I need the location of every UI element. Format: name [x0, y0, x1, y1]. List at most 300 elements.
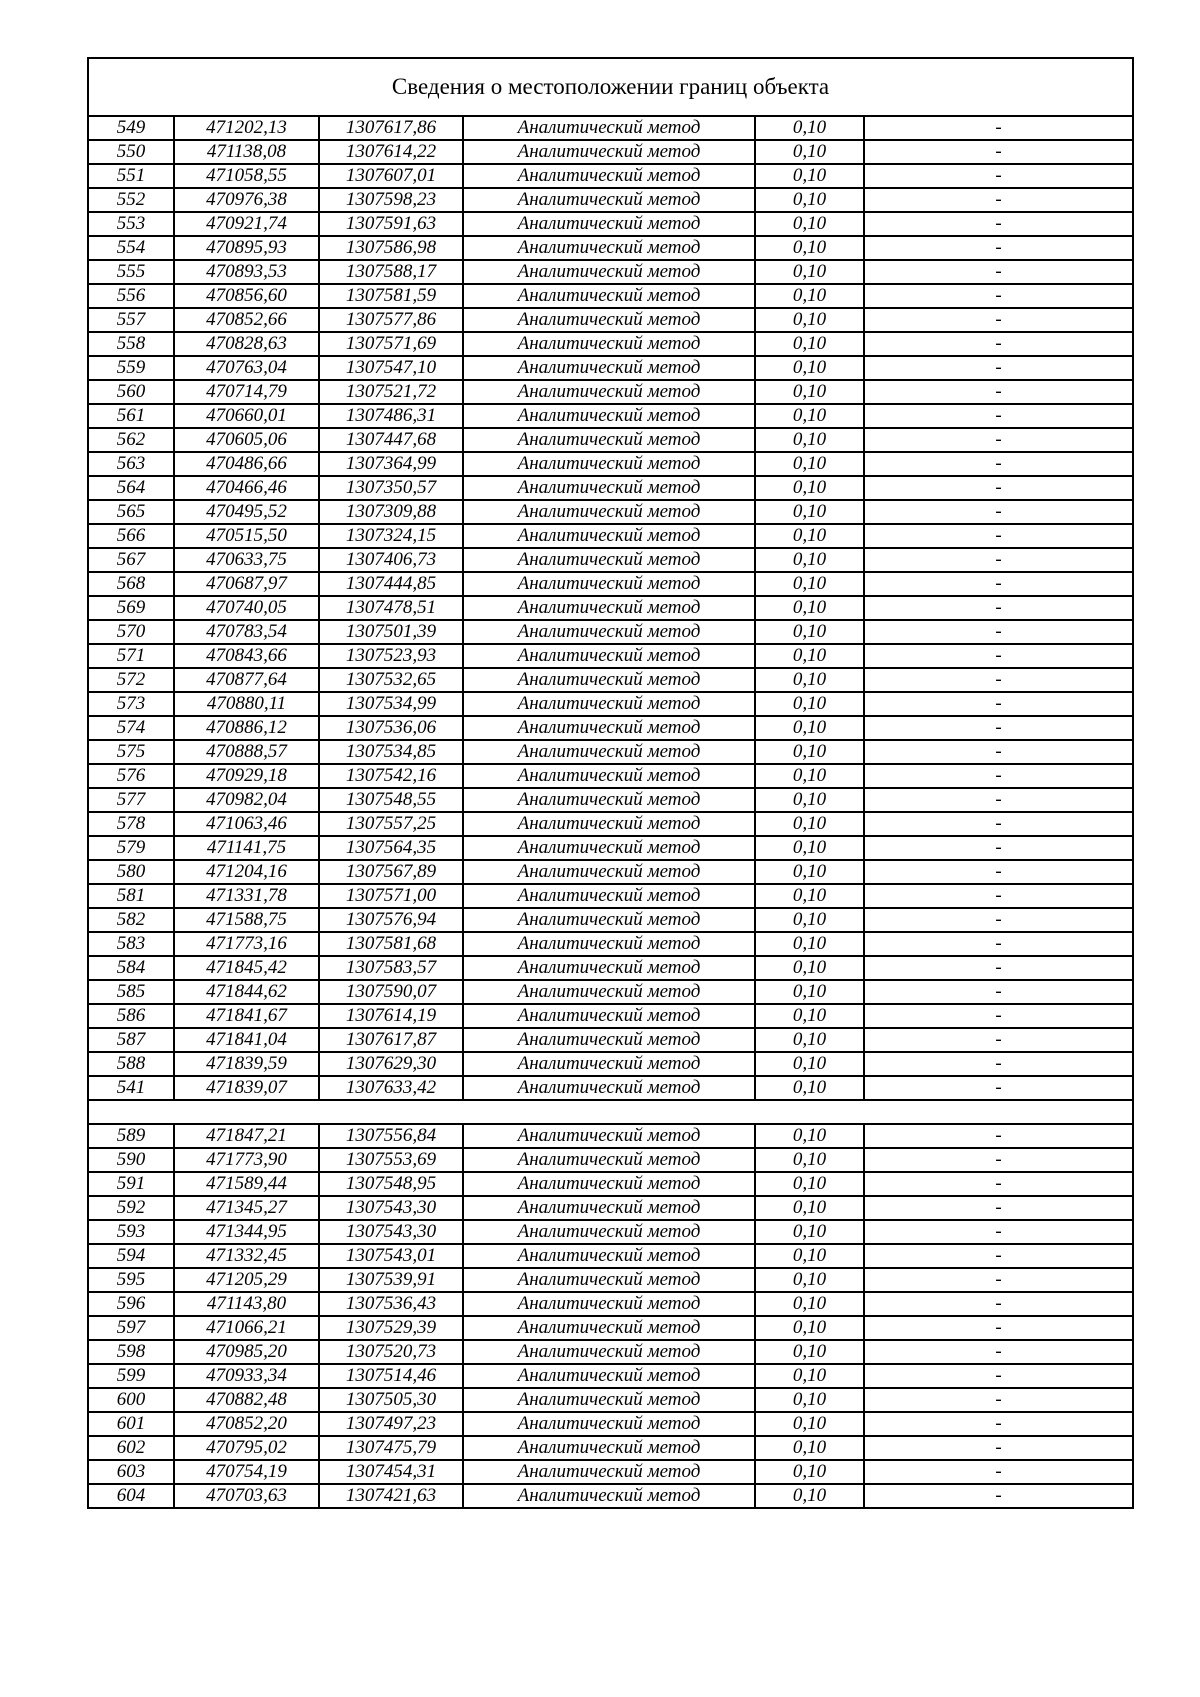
- method-cell: Аналитический метод: [463, 1172, 755, 1196]
- accuracy-cell: 0,10: [755, 188, 864, 212]
- x-coordinate-cell: 471839,59: [174, 1052, 319, 1076]
- y-coordinate-cell: 1307548,55: [319, 788, 463, 812]
- x-coordinate-cell: 470763,04: [174, 356, 319, 380]
- accuracy-cell: 0,10: [755, 1220, 864, 1244]
- x-coordinate-cell: 470687,97: [174, 572, 319, 596]
- table-row: [88, 452, 1133, 476]
- accuracy-cell: 0,10: [755, 1076, 864, 1100]
- x-coordinate-cell: 471773,16: [174, 932, 319, 956]
- y-coordinate-cell: 1307536,43: [319, 1292, 463, 1316]
- y-coordinate-cell: 1307581,59: [319, 284, 463, 308]
- point-number-cell: 565: [88, 500, 174, 524]
- x-coordinate-cell: 470795,02: [174, 1436, 319, 1460]
- x-coordinate-cell: 471845,42: [174, 956, 319, 980]
- y-coordinate-cell: 1307633,42: [319, 1076, 463, 1100]
- x-coordinate-cell: 470982,04: [174, 788, 319, 812]
- y-coordinate-cell: 1307588,17: [319, 260, 463, 284]
- description-cell: -: [864, 1076, 1133, 1100]
- description-cell: -: [864, 1028, 1133, 1052]
- method-cell: Аналитический метод: [463, 908, 755, 932]
- description-cell: -: [864, 956, 1133, 980]
- description-cell: -: [864, 1316, 1133, 1340]
- point-number-cell: 590: [88, 1148, 174, 1172]
- point-number-cell: 573: [88, 692, 174, 716]
- table-row: [88, 404, 1133, 428]
- y-coordinate-cell: 1307447,68: [319, 428, 463, 452]
- x-coordinate-cell: 471066,21: [174, 1316, 319, 1340]
- description-cell: -: [864, 1196, 1133, 1220]
- accuracy-cell: 0,10: [755, 1196, 864, 1220]
- method-cell: Аналитический метод: [463, 836, 755, 860]
- y-coordinate-cell: 1307543,01: [319, 1244, 463, 1268]
- x-coordinate-cell: 470933,34: [174, 1364, 319, 1388]
- x-coordinate-cell: 470888,57: [174, 740, 319, 764]
- table-row: [88, 428, 1133, 452]
- y-coordinate-cell: 1307564,35: [319, 836, 463, 860]
- accuracy-cell: 0,10: [755, 692, 864, 716]
- description-cell: -: [864, 1004, 1133, 1028]
- x-coordinate-cell: 470985,20: [174, 1340, 319, 1364]
- point-number-cell: 582: [88, 908, 174, 932]
- point-number-cell: 589: [88, 1124, 174, 1148]
- method-cell: Аналитический метод: [463, 956, 755, 980]
- table-row: [88, 476, 1133, 500]
- accuracy-cell: 0,10: [755, 260, 864, 284]
- accuracy-cell: 0,10: [755, 812, 864, 836]
- accuracy-cell: 0,10: [755, 1436, 864, 1460]
- method-cell: Аналитический метод: [463, 1316, 755, 1340]
- description-cell: -: [864, 1364, 1133, 1388]
- description-cell: -: [864, 1436, 1133, 1460]
- y-coordinate-cell: 1307324,15: [319, 524, 463, 548]
- description-cell: -: [864, 332, 1133, 356]
- method-cell: Аналитический метод: [463, 284, 755, 308]
- description-cell: -: [864, 548, 1133, 572]
- accuracy-cell: 0,10: [755, 404, 864, 428]
- accuracy-cell: 0,10: [755, 1268, 864, 1292]
- point-number-cell: 558: [88, 332, 174, 356]
- point-number-cell: 584: [88, 956, 174, 980]
- description-cell: -: [864, 164, 1133, 188]
- table-row: [88, 1460, 1133, 1484]
- accuracy-cell: 0,10: [755, 1340, 864, 1364]
- x-coordinate-cell: 471204,16: [174, 860, 319, 884]
- point-number-cell: 566: [88, 524, 174, 548]
- x-coordinate-cell: 471844,62: [174, 980, 319, 1004]
- y-coordinate-cell: 1307571,69: [319, 332, 463, 356]
- description-cell: -: [864, 1052, 1133, 1076]
- table-row: [88, 284, 1133, 308]
- method-cell: Аналитический метод: [463, 380, 755, 404]
- table-row: [88, 1244, 1133, 1268]
- accuracy-cell: 0,10: [755, 1148, 864, 1172]
- point-number-cell: 553: [88, 212, 174, 236]
- method-cell: Аналитический метод: [463, 668, 755, 692]
- description-cell: -: [864, 980, 1133, 1004]
- accuracy-cell: 0,10: [755, 932, 864, 956]
- table-row: [88, 716, 1133, 740]
- x-coordinate-cell: 470976,38: [174, 188, 319, 212]
- table-row: [88, 1196, 1133, 1220]
- method-cell: Аналитический метод: [463, 428, 755, 452]
- y-coordinate-cell: 1307501,39: [319, 620, 463, 644]
- accuracy-cell: 0,10: [755, 1484, 864, 1508]
- accuracy-cell: 0,10: [755, 908, 864, 932]
- table-row: [88, 740, 1133, 764]
- section-separator-row: [88, 1100, 1133, 1124]
- accuracy-cell: 0,10: [755, 308, 864, 332]
- accuracy-cell: 0,10: [755, 860, 864, 884]
- y-coordinate-cell: 1307567,89: [319, 860, 463, 884]
- x-coordinate-cell: 471138,08: [174, 140, 319, 164]
- description-cell: -: [864, 1244, 1133, 1268]
- y-coordinate-cell: 1307581,68: [319, 932, 463, 956]
- x-coordinate-cell: 471773,90: [174, 1148, 319, 1172]
- accuracy-cell: 0,10: [755, 1388, 864, 1412]
- accuracy-cell: 0,10: [755, 572, 864, 596]
- accuracy-cell: 0,10: [755, 1172, 864, 1196]
- point-number-cell: 604: [88, 1484, 174, 1508]
- method-cell: Аналитический метод: [463, 692, 755, 716]
- table-row: [88, 188, 1133, 212]
- x-coordinate-cell: 470495,52: [174, 500, 319, 524]
- point-number-cell: 555: [88, 260, 174, 284]
- y-coordinate-cell: 1307444,85: [319, 572, 463, 596]
- y-coordinate-cell: 1307532,65: [319, 668, 463, 692]
- table-row: [88, 1052, 1133, 1076]
- method-cell: Аналитический метод: [463, 260, 755, 284]
- point-number-cell: 593: [88, 1220, 174, 1244]
- y-coordinate-cell: 1307543,30: [319, 1220, 463, 1244]
- y-coordinate-cell: 1307534,99: [319, 692, 463, 716]
- y-coordinate-cell: 1307556,84: [319, 1124, 463, 1148]
- description-cell: -: [864, 308, 1133, 332]
- accuracy-cell: 0,10: [755, 1292, 864, 1316]
- accuracy-cell: 0,10: [755, 980, 864, 1004]
- accuracy-cell: 0,10: [755, 596, 864, 620]
- table-row: [88, 1028, 1133, 1052]
- y-coordinate-cell: 1307486,31: [319, 404, 463, 428]
- description-cell: -: [864, 620, 1133, 644]
- x-coordinate-cell: 471588,75: [174, 908, 319, 932]
- description-cell: -: [864, 716, 1133, 740]
- description-cell: -: [864, 596, 1133, 620]
- accuracy-cell: 0,10: [755, 524, 864, 548]
- point-number-cell: 577: [88, 788, 174, 812]
- accuracy-cell: 0,10: [755, 476, 864, 500]
- page-title: Сведения о местоположении границ объекта: [88, 58, 1133, 116]
- y-coordinate-cell: 1307478,51: [319, 596, 463, 620]
- table-row: [88, 1412, 1133, 1436]
- method-cell: Аналитический метод: [463, 140, 755, 164]
- description-cell: -: [864, 692, 1133, 716]
- x-coordinate-cell: 471332,45: [174, 1244, 319, 1268]
- table-body: [88, 58, 1133, 1508]
- table-row: [88, 980, 1133, 1004]
- x-coordinate-cell: 471345,27: [174, 1196, 319, 1220]
- table-row: [88, 1076, 1133, 1100]
- method-cell: Аналитический метод: [463, 404, 755, 428]
- method-cell: Аналитический метод: [463, 308, 755, 332]
- accuracy-cell: 0,10: [755, 620, 864, 644]
- point-number-cell: 569: [88, 596, 174, 620]
- table-row: [88, 884, 1133, 908]
- x-coordinate-cell: 470852,66: [174, 308, 319, 332]
- method-cell: Аналитический метод: [463, 1340, 755, 1364]
- method-cell: Аналитический метод: [463, 812, 755, 836]
- point-number-cell: 594: [88, 1244, 174, 1268]
- y-coordinate-cell: 1307617,86: [319, 116, 463, 140]
- x-coordinate-cell: 470921,74: [174, 212, 319, 236]
- x-coordinate-cell: 471589,44: [174, 1172, 319, 1196]
- table-row: [88, 308, 1133, 332]
- table-row: [88, 380, 1133, 404]
- table-row: [88, 1172, 1133, 1196]
- accuracy-cell: 0,10: [755, 764, 864, 788]
- point-number-cell: 562: [88, 428, 174, 452]
- table-row: [88, 1124, 1133, 1148]
- accuracy-cell: 0,10: [755, 1124, 864, 1148]
- y-coordinate-cell: 1307586,98: [319, 236, 463, 260]
- x-coordinate-cell: 470740,05: [174, 596, 319, 620]
- y-coordinate-cell: 1307364,99: [319, 452, 463, 476]
- accuracy-cell: 0,10: [755, 380, 864, 404]
- point-number-cell: 549: [88, 116, 174, 140]
- table-row: [88, 1220, 1133, 1244]
- x-coordinate-cell: 471847,21: [174, 1124, 319, 1148]
- method-cell: Аналитический метод: [463, 788, 755, 812]
- point-number-cell: 592: [88, 1196, 174, 1220]
- accuracy-cell: 0,10: [755, 1004, 864, 1028]
- method-cell: Аналитический метод: [463, 164, 755, 188]
- description-cell: -: [864, 1388, 1133, 1412]
- y-coordinate-cell: 1307497,23: [319, 1412, 463, 1436]
- description-cell: -: [864, 140, 1133, 164]
- table-row: [88, 1268, 1133, 1292]
- x-coordinate-cell: 470882,48: [174, 1388, 319, 1412]
- x-coordinate-cell: 470929,18: [174, 764, 319, 788]
- y-coordinate-cell: 1307583,57: [319, 956, 463, 980]
- table-row: [88, 1148, 1133, 1172]
- method-cell: Аналитический метод: [463, 1028, 755, 1052]
- point-number-cell: 588: [88, 1052, 174, 1076]
- x-coordinate-cell: 470852,20: [174, 1412, 319, 1436]
- accuracy-cell: 0,10: [755, 500, 864, 524]
- y-coordinate-cell: 1307547,10: [319, 356, 463, 380]
- accuracy-cell: 0,10: [755, 1052, 864, 1076]
- x-coordinate-cell: 471839,07: [174, 1076, 319, 1100]
- y-coordinate-cell: 1307421,63: [319, 1484, 463, 1508]
- accuracy-cell: 0,10: [755, 1028, 864, 1052]
- description-cell: -: [864, 356, 1133, 380]
- description-cell: -: [864, 932, 1133, 956]
- description-cell: -: [864, 644, 1133, 668]
- method-cell: Аналитический метод: [463, 1436, 755, 1460]
- method-cell: Аналитический метод: [463, 236, 755, 260]
- table-row: [88, 164, 1133, 188]
- x-coordinate-cell: 471344,95: [174, 1220, 319, 1244]
- y-coordinate-cell: 1307543,30: [319, 1196, 463, 1220]
- table-row: [88, 908, 1133, 932]
- description-cell: -: [864, 1460, 1133, 1484]
- method-cell: Аналитический метод: [463, 1076, 755, 1100]
- point-number-cell: 580: [88, 860, 174, 884]
- method-cell: Аналитический метод: [463, 1148, 755, 1172]
- accuracy-cell: 0,10: [755, 212, 864, 236]
- description-cell: -: [864, 1484, 1133, 1508]
- y-coordinate-cell: 1307557,25: [319, 812, 463, 836]
- description-cell: -: [864, 740, 1133, 764]
- description-cell: -: [864, 1412, 1133, 1436]
- point-number-cell: 596: [88, 1292, 174, 1316]
- y-coordinate-cell: 1307571,00: [319, 884, 463, 908]
- point-number-cell: 574: [88, 716, 174, 740]
- x-coordinate-cell: 470466,46: [174, 476, 319, 500]
- y-coordinate-cell: 1307520,73: [319, 1340, 463, 1364]
- method-cell: Аналитический метод: [463, 932, 755, 956]
- table-row: [88, 1436, 1133, 1460]
- description-cell: -: [864, 1220, 1133, 1244]
- accuracy-cell: 0,10: [755, 452, 864, 476]
- accuracy-cell: 0,10: [755, 236, 864, 260]
- method-cell: Аналитический метод: [463, 1124, 755, 1148]
- point-number-cell: 557: [88, 308, 174, 332]
- table-row: [88, 332, 1133, 356]
- description-cell: -: [864, 476, 1133, 500]
- y-coordinate-cell: 1307454,31: [319, 1460, 463, 1484]
- method-cell: Аналитический метод: [463, 1364, 755, 1388]
- description-cell: -: [864, 1148, 1133, 1172]
- description-cell: -: [864, 1172, 1133, 1196]
- description-cell: -: [864, 788, 1133, 812]
- table-row: [88, 620, 1133, 644]
- method-cell: Аналитический метод: [463, 524, 755, 548]
- boundary-points-table: [87, 57, 1134, 1509]
- accuracy-cell: 0,10: [755, 1316, 864, 1340]
- accuracy-cell: 0,10: [755, 956, 864, 980]
- point-number-cell: 564: [88, 476, 174, 500]
- method-cell: Аналитический метод: [463, 1244, 755, 1268]
- point-number-cell: 570: [88, 620, 174, 644]
- point-number-cell: 567: [88, 548, 174, 572]
- method-cell: Аналитический метод: [463, 860, 755, 884]
- description-cell: -: [864, 1124, 1133, 1148]
- table-row: [88, 860, 1133, 884]
- table-row: [88, 1340, 1133, 1364]
- x-coordinate-cell: 471331,78: [174, 884, 319, 908]
- x-coordinate-cell: 471205,29: [174, 1268, 319, 1292]
- point-number-cell: 556: [88, 284, 174, 308]
- point-number-cell: 571: [88, 644, 174, 668]
- method-cell: Аналитический метод: [463, 1460, 755, 1484]
- description-cell: -: [864, 404, 1133, 428]
- table-row: [88, 1292, 1133, 1316]
- table-row: [88, 932, 1133, 956]
- description-cell: -: [864, 668, 1133, 692]
- description-cell: -: [864, 188, 1133, 212]
- x-coordinate-cell: 470660,01: [174, 404, 319, 428]
- method-cell: Аналитический метод: [463, 1292, 755, 1316]
- x-coordinate-cell: 471841,67: [174, 1004, 319, 1028]
- accuracy-cell: 0,10: [755, 428, 864, 452]
- accuracy-cell: 0,10: [755, 1244, 864, 1268]
- table-row: [88, 788, 1133, 812]
- table-row: [88, 260, 1133, 284]
- accuracy-cell: 0,10: [755, 884, 864, 908]
- accuracy-cell: 0,10: [755, 1412, 864, 1436]
- description-cell: -: [864, 1268, 1133, 1292]
- description-cell: -: [864, 908, 1133, 932]
- x-coordinate-cell: 471141,75: [174, 836, 319, 860]
- y-coordinate-cell: 1307521,72: [319, 380, 463, 404]
- table-row: [88, 836, 1133, 860]
- x-coordinate-cell: 470783,54: [174, 620, 319, 644]
- accuracy-cell: 0,10: [755, 716, 864, 740]
- y-coordinate-cell: 1307577,86: [319, 308, 463, 332]
- x-coordinate-cell: 470877,64: [174, 668, 319, 692]
- point-number-cell: 581: [88, 884, 174, 908]
- x-coordinate-cell: 471058,55: [174, 164, 319, 188]
- point-number-cell: 563: [88, 452, 174, 476]
- y-coordinate-cell: 1307523,93: [319, 644, 463, 668]
- description-cell: -: [864, 260, 1133, 284]
- method-cell: Аналитический метод: [463, 1004, 755, 1028]
- x-coordinate-cell: 470703,63: [174, 1484, 319, 1508]
- point-number-cell: 561: [88, 404, 174, 428]
- y-coordinate-cell: 1307576,94: [319, 908, 463, 932]
- table-row: [88, 236, 1133, 260]
- y-coordinate-cell: 1307607,01: [319, 164, 463, 188]
- description-cell: -: [864, 212, 1133, 236]
- x-coordinate-cell: 470895,93: [174, 236, 319, 260]
- description-cell: -: [864, 1292, 1133, 1316]
- point-number-cell: 601: [88, 1412, 174, 1436]
- x-coordinate-cell: 471202,13: [174, 116, 319, 140]
- point-number-cell: 550: [88, 140, 174, 164]
- table-row: [88, 116, 1133, 140]
- table-row: [88, 596, 1133, 620]
- method-cell: Аналитический метод: [463, 332, 755, 356]
- accuracy-cell: 0,10: [755, 1364, 864, 1388]
- method-cell: Аналитический метод: [463, 764, 755, 788]
- point-number-cell: 559: [88, 356, 174, 380]
- x-coordinate-cell: 470515,50: [174, 524, 319, 548]
- description-cell: -: [864, 836, 1133, 860]
- method-cell: Аналитический метод: [463, 1196, 755, 1220]
- method-cell: Аналитический метод: [463, 620, 755, 644]
- point-number-cell: 591: [88, 1172, 174, 1196]
- point-number-cell: 603: [88, 1460, 174, 1484]
- x-coordinate-cell: 470828,63: [174, 332, 319, 356]
- table-row: [88, 524, 1133, 548]
- point-number-cell: 541: [88, 1076, 174, 1100]
- description-cell: -: [864, 380, 1133, 404]
- y-coordinate-cell: 1307529,39: [319, 1316, 463, 1340]
- y-coordinate-cell: 1307539,91: [319, 1268, 463, 1292]
- method-cell: Аналитический метод: [463, 740, 755, 764]
- method-cell: Аналитический метод: [463, 500, 755, 524]
- y-coordinate-cell: 1307617,87: [319, 1028, 463, 1052]
- accuracy-cell: 0,10: [755, 1460, 864, 1484]
- accuracy-cell: 0,10: [755, 740, 864, 764]
- point-number-cell: 551: [88, 164, 174, 188]
- method-cell: Аналитический метод: [463, 644, 755, 668]
- method-cell: Аналитический метод: [463, 1220, 755, 1244]
- table-row: [88, 1484, 1133, 1508]
- table-row: [88, 500, 1133, 524]
- description-cell: -: [864, 884, 1133, 908]
- method-cell: Аналитический метод: [463, 476, 755, 500]
